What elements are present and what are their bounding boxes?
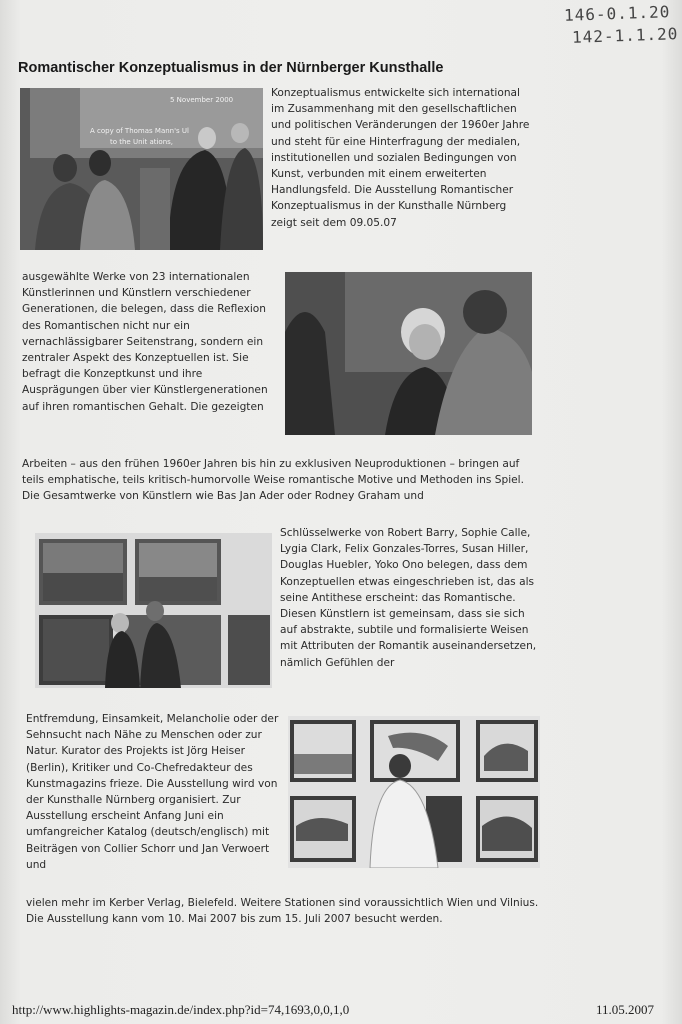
article-title: Romantischer Konzeptualismus in der Nürnberger Kunsthalle	[18, 60, 444, 76]
handwritten-note-2: 142-1.1.20	[571, 24, 679, 47]
paragraph-3: Arbeiten – aus den frühen 1960er Jahren bis hin zu exklusiven Neuproduktionen – bringen auf teils emphatische, teils kritisch-humorvolle Weise romantische Motive und Methoden ins Spiel. Die Gesamtwerke von Künstlern wie Bas Jan Ader oder Rodney Graham und	[22, 458, 524, 503]
photo-visitor-artworks	[288, 716, 540, 868]
handwritten-note-1: 146-0.1.20	[563, 2, 671, 25]
photo-exhibition-opening	[20, 88, 263, 250]
projection-text-2: A copy of Thomas Mann's Ul	[90, 127, 189, 135]
footer-url: http://www.highlights-magazin.de/index.php?id=74,1693,0,0,1,0	[12, 1002, 350, 1017]
photo-gallery-wall	[35, 533, 272, 688]
projection-text-3: to the Unit ations,	[110, 138, 174, 146]
paragraph-1: Konzeptualismus entwickelte sich international im Zusammenhang mit den gesellschaftlichen und politischen Veränderungen der 1960er Jahre und steht für eine Hinterfragung der medialen, institutionellen und sozialen Bedingungen von Kunst, verbunden mit einem erweiterten Handlungsfeld. Die Ausstellung Romantischer Konzeptualismus in der Kunsthalle Nürnberg zeigt seit dem 09.05.07	[271, 87, 530, 229]
paragraph-2: ausgewählte Werke von 23 internationalen Künstlerinnen und Künstlern verschiedener Generationen, die belegen, dass die Reflexion des Romantischen nicht nur ein vernachlässigbarer Seitenstrang, sondern ein zentraler Aspekt des Konzeptuellen ist. Sie befragt die Konzeptkunst und ihre Ausprägungen über vier Künstlergenerationen auf ihren romantischen Gehalt. Die gezeigten	[22, 271, 268, 413]
paragraph-5: Entfremdung, Einsamkeit, Melancholie oder der Sehnsucht nach Nähe zu Menschen oder zur Natur. Kurator des Projekts ist Jörg Heiser (Berlin), Kritiker und Co-Chefredakteur des Kunstmagazins frieze. Die Ausstellung wird von der Kunsthalle Nürnberg organisiert. Zur Ausstellung erscheint Anfang Juni ein umfangreicher Katalog (deutsch/englisch) mit Beiträgen von Collier Schorr und Jan Verwoert und	[26, 713, 279, 871]
paragraph-6: vielen mehr im Kerber Verlag, Bielefeld. Weitere Stationen sind voraussichtlich Wien und Vilnius. Die Ausstellung kann vom 10. Mai 2007 bis zum 15. Juli 2007 besucht werden.	[26, 897, 539, 926]
projection-text-1: 5 November 2000	[170, 96, 234, 104]
footer-date: 11.05.2007	[595, 1002, 654, 1017]
paragraph-4: Schlüsselwerke von Robert Barry, Sophie Calle, Lygia Clark, Felix Gonzales-Torres, Susan Hiller, Douglas Huebler, Yoko Ono belegen, dass dem Konzeptuellen etwas eingeschrieben ist, das als seine Antithese erscheint: das Romantische. Diesen Künstlern ist gemeinsam, dass sie sich auf abstrakte, subtile und formalisierte Weisen mit Attributen der Romantik auseinandersetzen, nämlich Gefühlen der	[280, 527, 537, 669]
photo-visitors-portrait	[285, 272, 532, 435]
